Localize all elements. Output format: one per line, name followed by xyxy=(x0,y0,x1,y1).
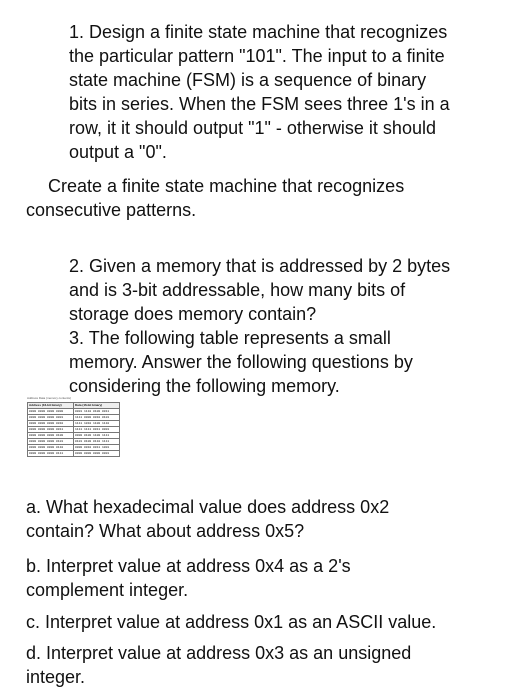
data-cell: 0000 0000 0000 0001 xyxy=(74,451,120,457)
data-cell: 1111 1010 1100 1110 xyxy=(74,421,120,427)
address-cell: 0000 0000 0000 0001 xyxy=(28,415,74,421)
question-b-line: b. Interpret value at address 0x4 as a 2's xyxy=(26,556,351,576)
question-1-line: output a "0". xyxy=(69,142,167,162)
question-2-line: 2. Given a memory that is addressed by 2 bytes xyxy=(69,256,451,276)
address-cell: 0000 0000 0000 0100 xyxy=(28,433,74,439)
question-b-line: complement integer. xyxy=(26,580,189,600)
question-2-line: storage does memory contain? xyxy=(69,304,317,324)
memory-table-image xyxy=(27,396,120,457)
question-b xyxy=(26,554,526,602)
data-cell: 0101 0100 0110 1111 xyxy=(74,439,120,445)
question-1 xyxy=(69,20,524,164)
question-a-line: contain? What about address 0x5? xyxy=(26,521,305,541)
question-d xyxy=(26,641,526,689)
question-3 xyxy=(69,326,524,398)
address-cell: 0000 0000 0000 0101 xyxy=(28,439,74,445)
address-cell: 0000 0000 0000 0011 xyxy=(28,427,74,433)
memory-table xyxy=(27,402,120,457)
question-1-line: the particular pattern "101". The input to a finite xyxy=(69,46,445,66)
address-cell: 0000 0000 0000 0010 xyxy=(28,421,74,427)
question-2 xyxy=(69,254,524,326)
question-d-line: integer. xyxy=(26,667,86,687)
question-a xyxy=(26,495,526,543)
question-d-line: d. Interpret value at address 0x3 as an unsigned xyxy=(26,643,412,663)
data-column-header: Data (16-bit binary) xyxy=(74,403,120,409)
question-a-line: a. What hexadecimal value does address 0x2 xyxy=(26,497,390,517)
followup-line: Create a finite state machine that recognizes xyxy=(48,176,405,196)
question-1-line: 1. Design a finite state machine that recognizes xyxy=(69,22,448,42)
question-3-line: considering the following memory. xyxy=(69,376,340,396)
question-c-line: c. Interpret value at address 0x1 as an ASCII value. xyxy=(26,612,437,632)
question-c xyxy=(26,610,526,634)
memory-table-caption: Address Data (memory contents) xyxy=(27,396,72,400)
followup-line: consecutive patterns. xyxy=(26,200,197,220)
question-3-line: 3. The following table represents a small xyxy=(69,328,391,348)
question-1-followup xyxy=(26,174,526,222)
table-row xyxy=(28,451,120,457)
question-1-line: bits in series. When the FSM sees three 1's in a xyxy=(69,94,450,114)
data-cell: 0000 0100 1100 1111 xyxy=(74,433,120,439)
address-cell: 0000 0000 0000 0111 xyxy=(28,451,74,457)
data-cell: 0000 0010 0011 1001 xyxy=(74,445,120,451)
question-3-line: memory. Answer the following questions by xyxy=(69,352,413,372)
data-cell: 0001 1110 0100 0011 xyxy=(74,409,120,415)
address-cell: 0000 0000 0000 0000 xyxy=(28,409,74,415)
address-cell: 0000 0000 0000 0110 xyxy=(28,445,74,451)
data-cell: 1111 1111 0011 0001 xyxy=(74,427,120,433)
data-cell: 1111 0000 0010 0101 xyxy=(74,415,120,421)
address-column-header: Address (16-bit binary) xyxy=(28,403,74,409)
question-1-line: row, it it should output "1" - otherwise it should xyxy=(69,118,436,138)
question-1-line: state machine (FSM) is a sequence of binary xyxy=(69,70,427,90)
question-2-line: and is 3-bit addressable, how many bits of xyxy=(69,280,406,300)
